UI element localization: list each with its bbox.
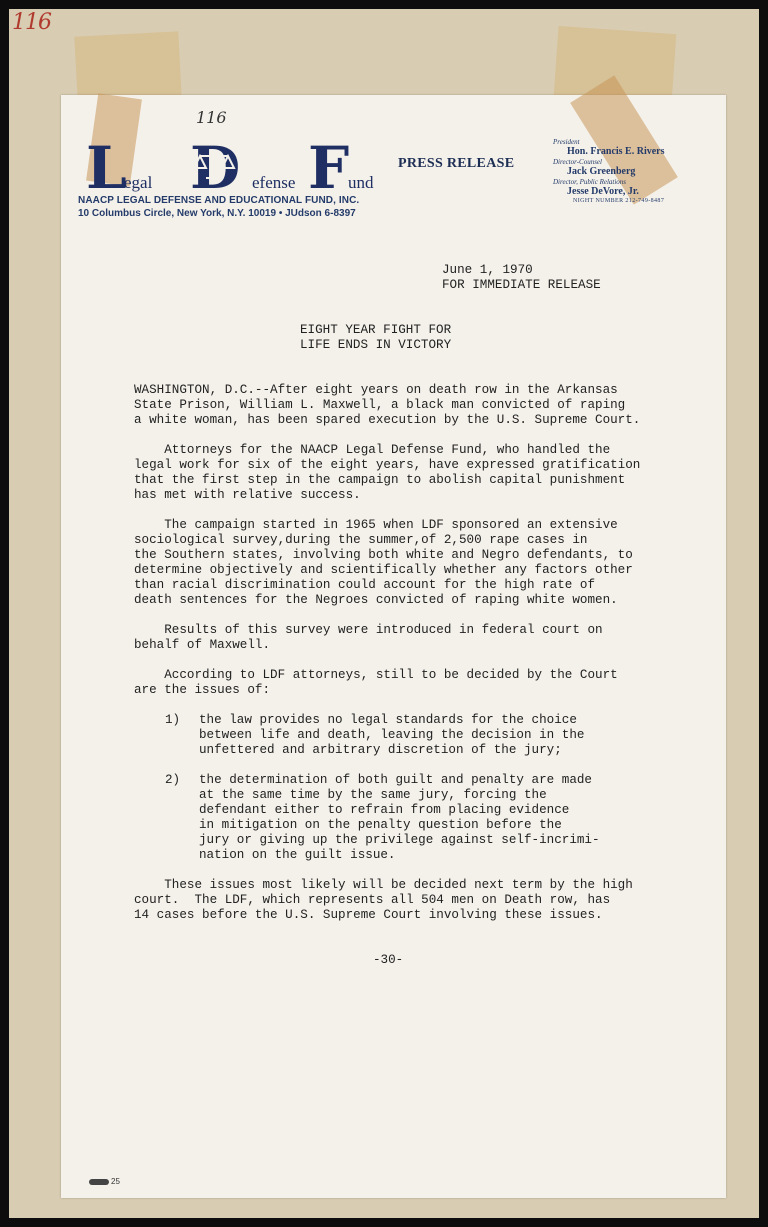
logo-letter-f: F xyxy=(308,138,350,196)
ldf-logo xyxy=(86,138,386,196)
footer-mark xyxy=(89,1177,120,1186)
issue-text: the determination of both guilt and penalty are made at the same time by the same jury, forcing the defendant either to refrain from placing evidence in mitigation on the penalty question before the jury or giving up the privilege against self-incrimi- nation on the guilt issue. xyxy=(199,773,600,862)
organization-address: 10 Columbus Circle, New York, N.Y. 10019 • JUdson 6-8397 xyxy=(78,208,356,219)
headline-line-1: EIGHT YEAR FIGHT FOR xyxy=(300,323,452,337)
officer-role: Director, Public Relations xyxy=(553,178,627,186)
logo-letter-d: D xyxy=(190,138,241,196)
logo-letter-l: L xyxy=(86,138,127,196)
end-mark: -30- xyxy=(373,953,404,967)
tape-left xyxy=(74,31,181,102)
archive-handwritten-number: 116 xyxy=(12,10,51,35)
paragraph-1: WASHINGTON, D.C.--After eight years on death row in the Arkansas State Prison, William L. Maxwell, a black man convicted of raping a white woman, has been spared execution by the U.S. Supreme Court. xyxy=(134,383,641,427)
organization-name: NAACP LEGAL DEFENSE AND EDUCATIONAL FUND, INC. xyxy=(78,195,360,206)
issue-number: 2) xyxy=(165,773,181,787)
logo-word-egal: egal xyxy=(124,173,153,192)
paragraph-4: Results of this survey were introduced in federal court on behalf of Maxwell. xyxy=(134,623,603,652)
night-number: NIGHT NUMBER 212-749-8487 xyxy=(573,198,665,204)
release-date: June 1, 1970 xyxy=(442,263,533,277)
officer-name: Jack Greenberg xyxy=(567,166,636,177)
logo-word-efense: efense xyxy=(252,173,296,192)
paragraph-5: According to LDF attorneys, still to be decided by the Court are the issues of: xyxy=(134,668,618,697)
officer-role: President xyxy=(553,138,580,146)
release-type: FOR IMMEDIATE RELEASE xyxy=(442,278,601,292)
paragraph-3: The campaign started in 1965 when LDF sponsored an extensive sociological survey,during the summer,of 2,500 rape cases in the Southern states, involving both white and Negro defendants, to determine objectively and scientifically whether any factors other than racial discrimination could account for the high rate of death sentences for the Negroes convicted of raping white women. xyxy=(134,518,633,607)
officer-name: Hon. Francis E. Rivers xyxy=(567,146,665,157)
issue-number: 1) xyxy=(165,713,181,727)
officer-name: Jesse DeVore, Jr. xyxy=(567,186,639,197)
footer-number: 25 xyxy=(111,1177,120,1186)
paragraph-2: Attorneys for the NAACP Legal Defense Fund, who handled the legal work for six of the eight years, have expressed gratification that the first step in the campaign to abolish capital punishment has met with relative success. xyxy=(134,443,641,502)
press-release-label: PRESS RELEASE xyxy=(398,156,515,171)
officers-list xyxy=(553,138,665,204)
closing-paragraph: These issues most likely will be decided next term by the high court. The LDF, which represents all 504 men on Death row, has 14 cases before the U.S. Supreme Court involving these issues. xyxy=(134,878,633,922)
logo-word-und: und xyxy=(348,173,374,192)
headline-line-2: LIFE ENDS IN VICTORY xyxy=(300,338,452,352)
union-bug-icon xyxy=(89,1179,109,1185)
handwritten-page-number: 116 xyxy=(196,108,227,127)
officer-role: Director-Counsel xyxy=(553,158,602,166)
issue-text: the law provides no legal standards for the choice between life and death, leaving the decision in the unfettered and arbitrary discretion of the jury; xyxy=(199,713,585,757)
